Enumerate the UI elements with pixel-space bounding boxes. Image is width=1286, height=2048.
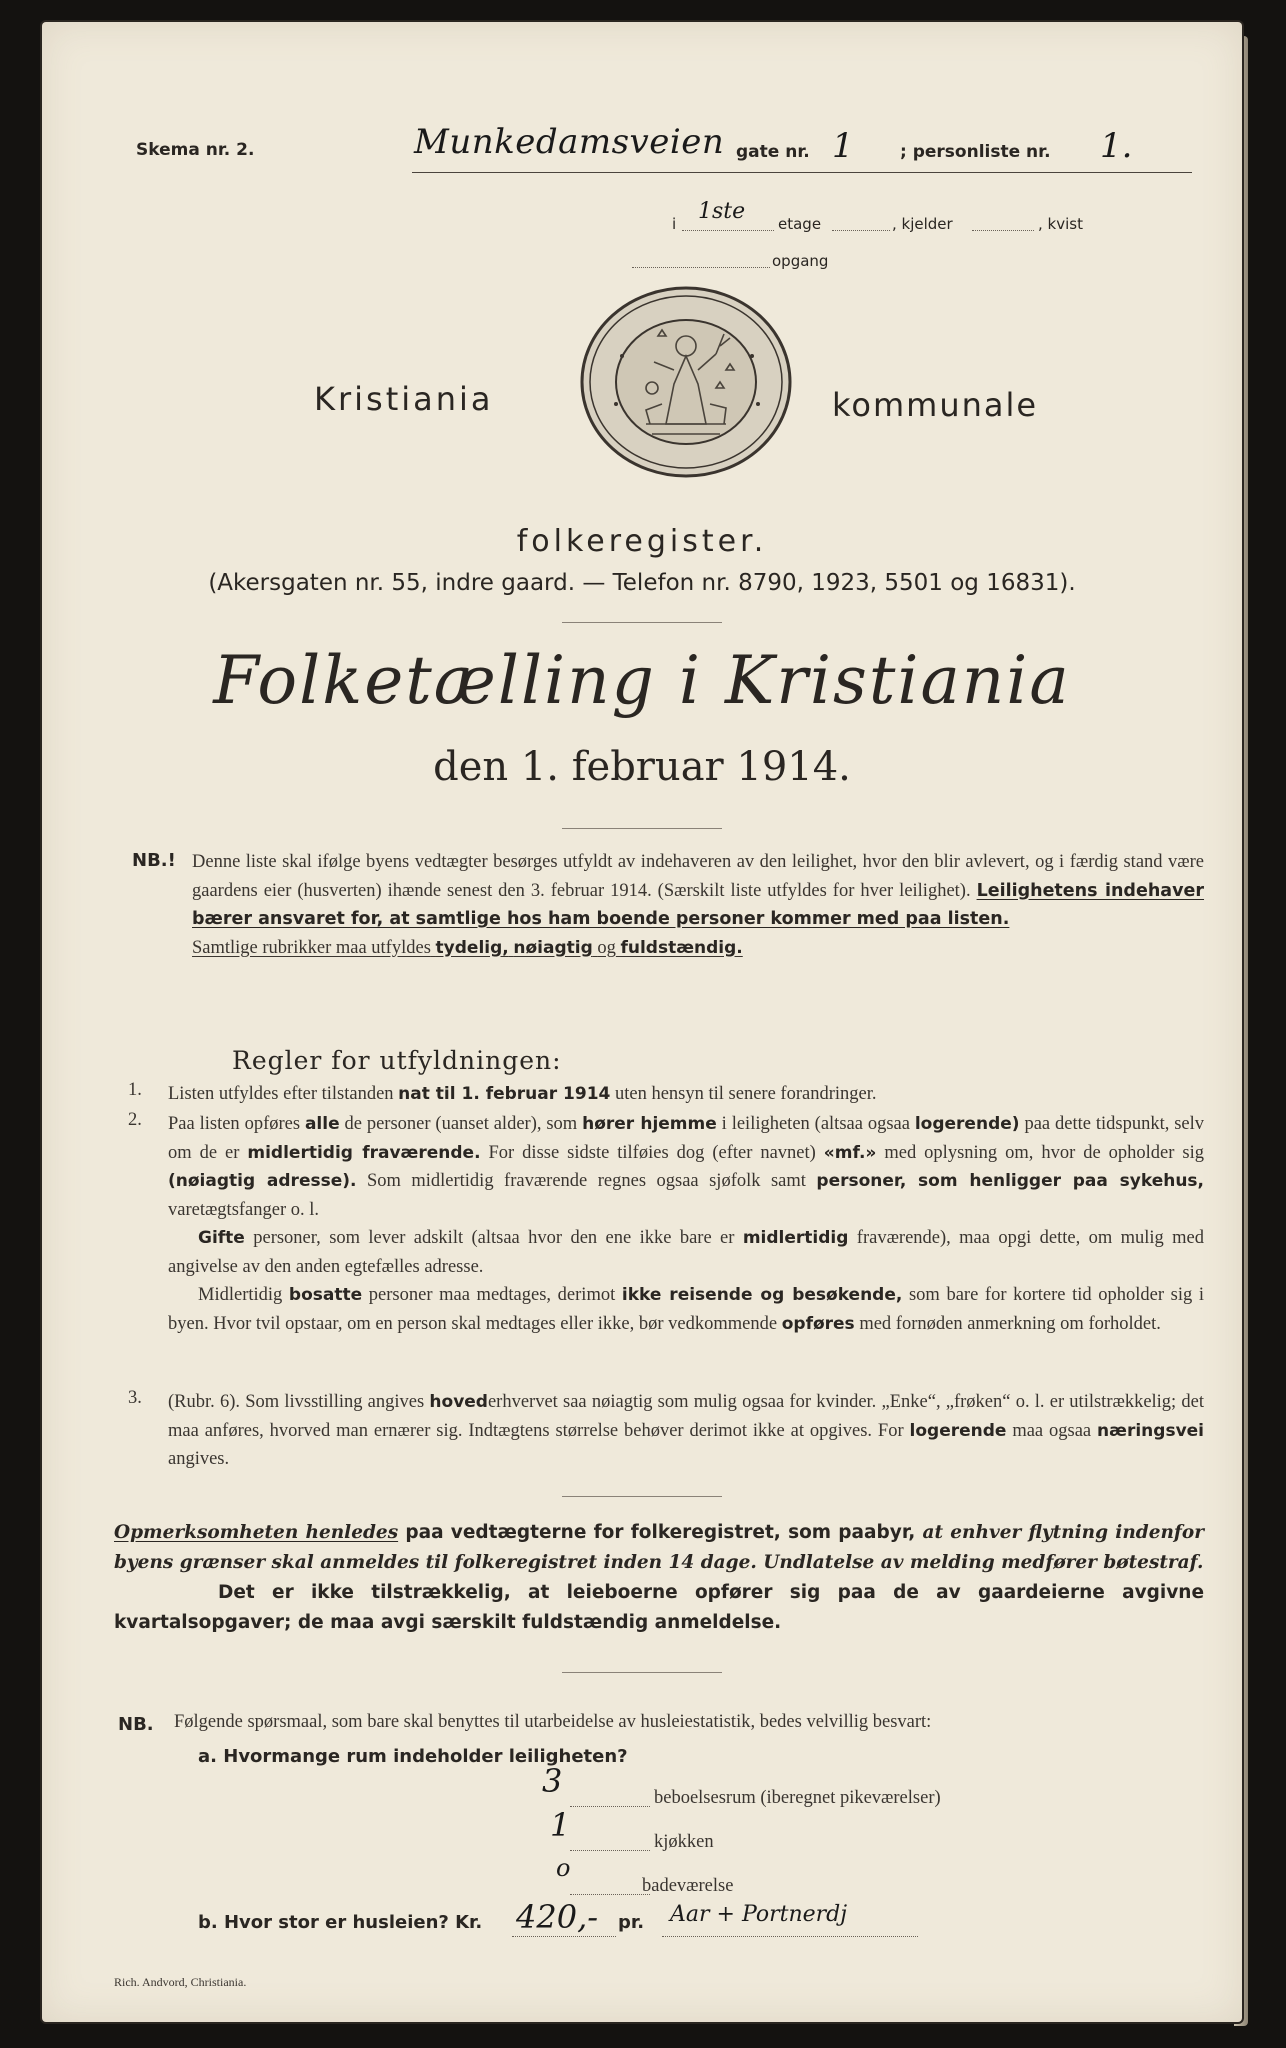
- rule-3-b: hoved: [429, 1392, 488, 1412]
- question-a: a. Hvormange rum indeholder leiligheten?: [198, 1746, 628, 1767]
- bathroom-value-handwritten: o: [556, 1854, 571, 1882]
- rule-2-j: «mf.»: [823, 1142, 877, 1163]
- nb-paragraph: [192, 848, 1204, 962]
- rule-2-p3-a: Midlertidig: [198, 1285, 283, 1305]
- kitchen-label: kjøkken: [654, 1832, 714, 1852]
- rule-2-o: varetægtsfanger o. l.: [168, 1199, 320, 1220]
- rule-2-text: [168, 1110, 1204, 1338]
- rooms-label: beboelsesrum (iberegnet pikeværelser): [654, 1788, 941, 1808]
- nb-line2-b: tydelig,: [435, 937, 509, 958]
- kjelder-dotted-line: [832, 230, 890, 231]
- rule-3-a: (Rubr. 6). Som livsstilling angives: [168, 1392, 425, 1412]
- rule-2-e: i leiligheten (altsaa ogsaa: [721, 1114, 910, 1134]
- divider: [562, 1496, 722, 1497]
- rule-2-n: personer, som henligger paa sykehus,: [816, 1171, 1205, 1191]
- notice-paragraph: [114, 1518, 1204, 1638]
- rule-1-text: [168, 1080, 1204, 1109]
- schema-number: Skema nr. 2.: [136, 140, 255, 160]
- bathroom-dotted-line: [570, 1894, 650, 1895]
- rule-2-p2-b: personer, som lever adskilt (altsaa hvor den ene ikke bare er: [253, 1228, 735, 1248]
- gate-nr-label: gate nr.: [736, 142, 810, 162]
- rule-2-p2-c: midlertidig: [742, 1228, 849, 1248]
- nb-line2-c: nøiagtig: [513, 937, 593, 958]
- rule-1-number: 1.: [128, 1080, 142, 1100]
- rule-2-b: alle: [304, 1114, 340, 1134]
- printer-imprint: Rich. Andvord, Christiania.: [114, 1975, 247, 1989]
- page-subtitle: den 1. februar 1914.: [433, 744, 851, 790]
- rule-3-number: 3.: [128, 1388, 142, 1408]
- page-title: Folketælling i Kristiania: [213, 642, 1071, 719]
- rent-dotted-line: [512, 1936, 616, 1937]
- letterhead-kommunale: kommunale: [832, 386, 1039, 424]
- rule-2-c: de personer (uanset alder), som: [344, 1114, 578, 1134]
- rule-2-g: paa dette tidspunkt, selv om de er: [168, 1114, 1205, 1163]
- nb2-text: Følgende spørsmaal, som bare skal benyttes til utarbeidelse av husleiestatistik, bedes velvillig besvart:: [174, 1712, 932, 1732]
- header-rule: [412, 172, 1192, 173]
- letterhead-address: (Akersgaten nr. 55, indre gaard. — Telefon nr. 8790, 1923, 5501 og 16831).: [208, 570, 1076, 596]
- period-dotted-line: [662, 1936, 918, 1937]
- nb2-label: NB.: [118, 1714, 154, 1735]
- letterhead-folkeregister: folkeregister.: [516, 524, 768, 559]
- rule-3-c: erhvervet saa nøiagtig som mulig ogsaa for kvinder. „Enke“, „frøken“ o. l. er utilstrækkelig; det maa anføres, hvorved man ernærer sig. Indtægtens størrelse behøver derimot ikke at opgives. For: [168, 1392, 1205, 1441]
- rooms-value-handwritten: 3: [542, 1762, 563, 1800]
- opgang-label: opgang: [772, 252, 829, 270]
- rule-3-d: logerende: [909, 1420, 1007, 1441]
- divider: [562, 828, 722, 829]
- rule-2-p3-b: bosatte: [288, 1285, 363, 1305]
- rule-2-d: hører hjemme: [582, 1114, 717, 1134]
- rent-period-handwritten: Aar + Portnerdj: [670, 1902, 848, 1927]
- rule-2-l: (nøiagtig adresse).: [168, 1171, 357, 1191]
- rule-1-c: uten hensyn til senere forandringer.: [615, 1084, 877, 1104]
- personliste-label: ; personliste nr.: [900, 142, 1051, 162]
- rent-per-label: pr.: [618, 1912, 645, 1933]
- rule-2-i: For disse sidste tilføies dog (efter navnet): [488, 1142, 816, 1163]
- rule-2-h: midlertidig fraværende.: [247, 1142, 481, 1163]
- rule-2-p3-g: med fornøden anmerkning om forholdet.: [859, 1313, 1161, 1334]
- rent-handwritten: 420,-: [516, 1898, 599, 1936]
- nb-line2-e: fuldstændig.: [620, 937, 743, 958]
- rule-2-p2-d: fraværende), maa opgi dette, om mulig med angivelse av den anden egtefælles adresse.: [168, 1228, 1205, 1277]
- question-b: b. Hvor stor er husleien? Kr.: [198, 1912, 483, 1933]
- rule-3-g: angives.: [168, 1449, 230, 1469]
- etage-dotted-line: [682, 230, 774, 231]
- bathroom-label: badeværelse: [642, 1876, 734, 1896]
- rule-3-f: næringsvei: [1097, 1420, 1205, 1441]
- etage-label: etage: [778, 215, 822, 233]
- nb-text-plain: Denne liste skal ifølge byens vedtægter besørges utfyldt av indehaveren av den leilighet, hvor den blir avlevert, og i færdig stand være gaardens eier (husverten) ihænde senest den 3. februar 1914. (Særskilt liste utfyldes for hver leilighet).: [192, 852, 1204, 901]
- kjelder-label: , kjelder: [892, 215, 953, 233]
- rule-2-number: 2.: [128, 1110, 142, 1130]
- nb-line2-d: og: [597, 937, 616, 958]
- notice-d: Det er ikke tilstrækkelig, at leieboerne opfører sig paa de av gaardeierne avgivne kvartalsopgaver; de maa avgi særskilt fuldstændig anmeldelse.: [114, 1582, 1204, 1633]
- kvist-dotted-line: [972, 230, 1034, 231]
- rule-2-f: logerende): [914, 1114, 1020, 1134]
- rooms-dotted-line: [570, 1806, 650, 1807]
- etage-prefix: i: [672, 215, 677, 233]
- letterhead-kristiania: Kristiania: [314, 380, 494, 418]
- rule-1-b: nat til 1. februar 1914: [398, 1084, 611, 1104]
- nb-line2-a: Samtlige rubrikker maa utfyldes: [192, 937, 431, 958]
- notice-b: paa vedtægterne for folkeregistret, som paabyr,: [405, 1522, 916, 1543]
- etage-handwritten: 1ste: [698, 199, 746, 224]
- rule-3-e: maa ogsaa: [1012, 1420, 1092, 1441]
- kvist-label: , kvist: [1038, 215, 1083, 233]
- divider: [562, 1672, 722, 1673]
- rule-2-p3-f: opføres: [781, 1313, 855, 1334]
- opgang-dotted-line: [632, 267, 770, 268]
- rule-1-a: Listen utfyldes efter tilstanden: [168, 1084, 394, 1104]
- notice-a: Opmerksomheten henledes: [114, 1522, 399, 1543]
- divider: [562, 622, 722, 623]
- nb-label: NB.!: [132, 850, 176, 871]
- rules-heading: Regler for utfyldningen:: [232, 1046, 562, 1075]
- rule-2-m: Som midlertidig fraværende regnes ogsaa sjøfolk samt: [366, 1171, 806, 1191]
- nb-text-underlined: Leilighetens indehaver bærer ansvaret for, at samtlige hos ham boende personer kommer med paa listen.: [192, 880, 1205, 929]
- rule-2-p3-c: personer maa medtages, derimot: [368, 1285, 616, 1305]
- rule-2-p3-e: som bare for kortere tid opholder sig i byen. Hvor tvil opstaar, om en person skal medtages eller ikke, bør vedkommende: [168, 1285, 1205, 1334]
- census-form-page: [42, 22, 1242, 2022]
- personliste-nr-handwritten: 1.: [1100, 126, 1133, 166]
- notice-c: at enhver flytning indenfor byens grænser skal anmeldes til folkeregistret inden 14 dage. Undlatelse av melding medfører bøtestraf.: [114, 1522, 1204, 1573]
- rule-2-k: med oplysning om, hvor de opholder sig: [884, 1142, 1204, 1163]
- rule-2-p2-a: Gifte: [198, 1228, 245, 1248]
- city-seal-icon: [566, 284, 806, 480]
- gate-nr-handwritten: 1: [832, 126, 854, 166]
- rule-3-text: [168, 1388, 1204, 1474]
- rule-2-p3-d: ikke reisende og besøkende,: [621, 1285, 903, 1305]
- street-name-handwritten: Munkedamsveien: [414, 122, 725, 162]
- kitchen-value-handwritten: 1: [550, 1806, 571, 1844]
- rule-2-a: Paa listen opføres: [168, 1114, 301, 1134]
- kitchen-dotted-line: [570, 1850, 650, 1851]
